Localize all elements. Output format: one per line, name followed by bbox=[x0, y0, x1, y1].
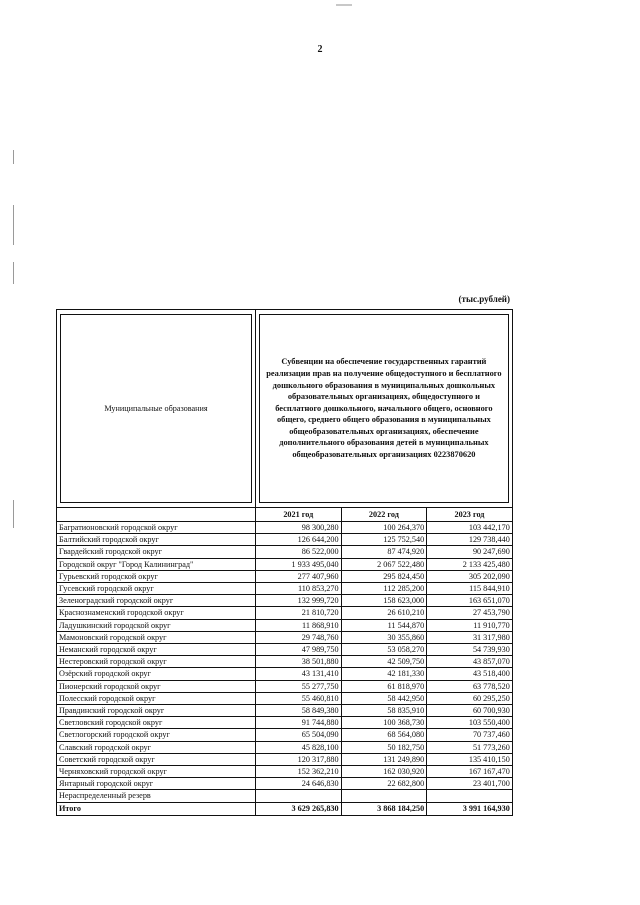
subvention-header: Субвенции на обеспечение государственных гарантий реализации прав на получение общедоступного и бесплатного дошкольного образования в муниципальных дошкольных образовательных организациях, общедоступного и бесплатного дошкольного, начального общего, основного общего, среднего общего образования в муниципальных общеобразовательных организациях, обеспечение дополнительного образования детей в муниципальных общеобразовательных организациях 0223870620 bbox=[259, 314, 509, 503]
value-2022: 295 824,450 bbox=[341, 570, 427, 582]
municipality-name: Багратионовский городской округ bbox=[57, 522, 256, 534]
value-2023: 135 410,150 bbox=[427, 753, 513, 765]
value-2022: 61 818,970 bbox=[341, 680, 427, 692]
value-2022: 50 182,750 bbox=[341, 741, 427, 753]
value-2022: 58 835,910 bbox=[341, 705, 427, 717]
municipality-name: Советский городской округ bbox=[57, 753, 256, 765]
year-header-2022: 2022 год bbox=[341, 508, 427, 522]
table-row bbox=[57, 668, 513, 680]
municipality-name: Правдинский городской округ bbox=[57, 705, 256, 717]
value-2023: 60 295,250 bbox=[427, 692, 513, 704]
value-2022: 26 610,210 bbox=[341, 607, 427, 619]
value-2023: 103 442,170 bbox=[427, 522, 513, 534]
municipality-name: Нестеровский городской округ bbox=[57, 656, 256, 668]
page-number: 2 bbox=[317, 44, 323, 55]
municipality-name: Озёрский городской округ bbox=[57, 668, 256, 680]
municipality-name: Полесский городской округ bbox=[57, 692, 256, 704]
value-2022: 53 058,270 bbox=[341, 644, 427, 656]
total-2021: 3 629 265,830 bbox=[256, 802, 342, 815]
table-row bbox=[57, 570, 513, 582]
value-2021: 45 828,100 bbox=[256, 741, 342, 753]
municipality-name: Балтийский городской округ bbox=[57, 534, 256, 546]
units-label: (тыс.рублей) bbox=[458, 294, 510, 304]
value-2023: 27 453,790 bbox=[427, 607, 513, 619]
municipality-name: Неманский городской округ bbox=[57, 644, 256, 656]
value-2022: 58 442,950 bbox=[341, 692, 427, 704]
value-2022: 42 181,330 bbox=[341, 668, 427, 680]
value-2021: 86 522,000 bbox=[256, 546, 342, 558]
municipality-name: Гвардейский городской округ bbox=[57, 546, 256, 558]
municipality-name: Нераспределенный резерв bbox=[57, 790, 256, 802]
value-2023 bbox=[427, 790, 513, 802]
year-header-row bbox=[57, 508, 513, 522]
municipality-name: Зеленоградский городской округ bbox=[57, 595, 256, 607]
subvention-table bbox=[56, 309, 513, 816]
table-row bbox=[57, 522, 513, 534]
value-2022: 125 752,540 bbox=[341, 534, 427, 546]
value-2022: 100 368,730 bbox=[341, 717, 427, 729]
scan-margin-mark bbox=[13, 500, 14, 528]
value-2023: 60 700,930 bbox=[427, 705, 513, 717]
value-2023: 129 738,440 bbox=[427, 534, 513, 546]
value-2023: 103 550,400 bbox=[427, 717, 513, 729]
table-row bbox=[57, 778, 513, 790]
municipality-name: Ладушкинский городской округ bbox=[57, 619, 256, 631]
table-row bbox=[57, 717, 513, 729]
value-2021: 132 999,720 bbox=[256, 595, 342, 607]
table-row bbox=[57, 766, 513, 778]
year-header-2023: 2023 год bbox=[427, 508, 513, 522]
municipality-name: Гусевский городской округ bbox=[57, 583, 256, 595]
value-2021: 11 868,910 bbox=[256, 619, 342, 631]
value-2021: 1 933 495,040 bbox=[256, 558, 342, 570]
municipality-name: Славский городской округ bbox=[57, 741, 256, 753]
table-row bbox=[57, 680, 513, 692]
value-2021: 65 504,090 bbox=[256, 729, 342, 741]
value-2022: 68 564,080 bbox=[341, 729, 427, 741]
value-2021: 24 646,830 bbox=[256, 778, 342, 790]
value-2023: 31 317,980 bbox=[427, 631, 513, 643]
table-row bbox=[57, 546, 513, 558]
value-2021: 38 501,880 bbox=[256, 656, 342, 668]
value-2022: 2 067 522,480 bbox=[341, 558, 427, 570]
value-2023: 163 651,070 bbox=[427, 595, 513, 607]
value-2023: 305 202,090 bbox=[427, 570, 513, 582]
table-row bbox=[57, 558, 513, 570]
value-2023: 51 773,260 bbox=[427, 741, 513, 753]
municipalities-header-cell bbox=[57, 310, 256, 508]
value-2022: 158 623,000 bbox=[341, 595, 427, 607]
table-header-row bbox=[57, 310, 513, 508]
scan-margin-mark bbox=[13, 205, 14, 245]
value-2022: 87 474,920 bbox=[341, 546, 427, 558]
value-2023: 115 844,910 bbox=[427, 583, 513, 595]
value-2021: 98 300,280 bbox=[256, 522, 342, 534]
value-2023: 54 739,930 bbox=[427, 644, 513, 656]
table-row bbox=[57, 656, 513, 668]
value-2021: 277 407,960 bbox=[256, 570, 342, 582]
municipality-name: Светловский городской округ bbox=[57, 717, 256, 729]
value-2023: 43 857,070 bbox=[427, 656, 513, 668]
value-2023: 167 167,470 bbox=[427, 766, 513, 778]
table-row bbox=[57, 692, 513, 704]
value-2021: 110 853,270 bbox=[256, 583, 342, 595]
value-2023: 70 737,460 bbox=[427, 729, 513, 741]
municipality-name: Городской округ "Город Калининград" bbox=[57, 558, 256, 570]
value-2021: 43 131,410 bbox=[256, 668, 342, 680]
table-row bbox=[57, 741, 513, 753]
table-row bbox=[57, 595, 513, 607]
value-2021: 55 277,750 bbox=[256, 680, 342, 692]
municipality-name: Черняховский городской округ bbox=[57, 766, 256, 778]
value-2021: 47 989,750 bbox=[256, 644, 342, 656]
year-header-blank bbox=[57, 508, 256, 522]
value-2022: 30 355,860 bbox=[341, 631, 427, 643]
table-row bbox=[57, 631, 513, 643]
value-2022 bbox=[341, 790, 427, 802]
table-row bbox=[57, 753, 513, 765]
value-2023: 90 247,690 bbox=[427, 546, 513, 558]
table-row bbox=[57, 729, 513, 741]
value-2021: 152 362,210 bbox=[256, 766, 342, 778]
table-row bbox=[57, 534, 513, 546]
total-row bbox=[57, 802, 513, 815]
value-2023: 23 401,700 bbox=[427, 778, 513, 790]
value-2022: 100 264,370 bbox=[341, 522, 427, 534]
total-2022: 3 868 184,250 bbox=[341, 802, 427, 815]
subvention-header-cell bbox=[256, 310, 513, 508]
value-2021: 126 644,200 bbox=[256, 534, 342, 546]
value-2022: 22 682,800 bbox=[341, 778, 427, 790]
value-2022: 112 285,200 bbox=[341, 583, 427, 595]
municipalities-header: Муниципальные образования bbox=[60, 314, 252, 503]
total-label: Итого bbox=[57, 802, 256, 815]
municipality-name: Гурьевский городской округ bbox=[57, 570, 256, 582]
value-2023: 2 133 425,480 bbox=[427, 558, 513, 570]
table-row bbox=[57, 607, 513, 619]
table-row bbox=[57, 644, 513, 656]
municipality-name: Мамоновский городской округ bbox=[57, 631, 256, 643]
value-2023: 63 778,520 bbox=[427, 680, 513, 692]
municipality-name: Пионерский городской округ bbox=[57, 680, 256, 692]
table-row bbox=[57, 583, 513, 595]
value-2021: 55 460,810 bbox=[256, 692, 342, 704]
value-2023: 11 910,770 bbox=[427, 619, 513, 631]
value-2022: 11 544,870 bbox=[341, 619, 427, 631]
table-row bbox=[57, 790, 513, 802]
value-2021: 120 317,880 bbox=[256, 753, 342, 765]
year-header-2021: 2021 год bbox=[256, 508, 342, 522]
value-2022: 162 030,920 bbox=[341, 766, 427, 778]
municipality-name: Янтарный городской округ bbox=[57, 778, 256, 790]
table-row bbox=[57, 705, 513, 717]
municipality-name: Светлогорский городской округ bbox=[57, 729, 256, 741]
value-2021: 29 748,760 bbox=[256, 631, 342, 643]
scan-smudge bbox=[336, 4, 352, 6]
total-2023: 3 991 164,930 bbox=[427, 802, 513, 815]
value-2021: 91 744,880 bbox=[256, 717, 342, 729]
table-row bbox=[57, 619, 513, 631]
value-2021 bbox=[256, 790, 342, 802]
value-2021: 58 849,380 bbox=[256, 705, 342, 717]
value-2022: 42 509,750 bbox=[341, 656, 427, 668]
value-2022: 131 249,890 bbox=[341, 753, 427, 765]
municipality-name: Краснознаменский городской округ bbox=[57, 607, 256, 619]
value-2021: 21 810,720 bbox=[256, 607, 342, 619]
scan-margin-mark bbox=[13, 262, 14, 284]
scan-margin-mark bbox=[13, 150, 14, 164]
value-2023: 43 518,400 bbox=[427, 668, 513, 680]
